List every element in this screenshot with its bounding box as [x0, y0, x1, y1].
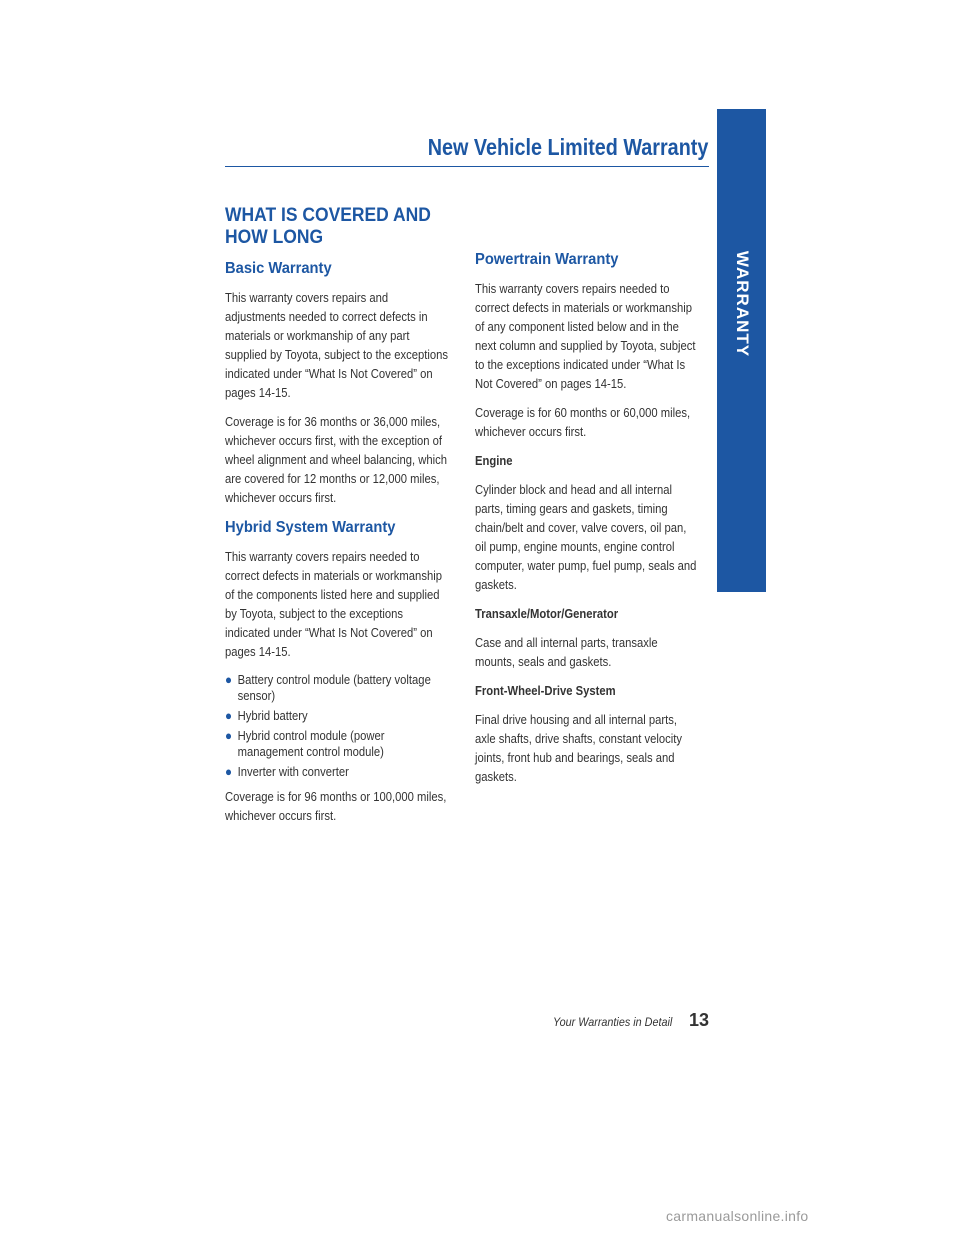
- front-wheel-drive-text: Final drive housing and all internal parts, axle shafts, drive shafts, constant velocity joints, front hub and bearings, seals and gaskets.: [475, 713, 682, 784]
- engine-label: Engine: [475, 454, 513, 468]
- transaxle-text: Case and all internal parts, transaxle mounts, seals and gaskets.: [475, 636, 658, 669]
- hybrid-warranty-heading: Hybrid System Warranty: [225, 519, 396, 536]
- powertrain-warranty-coverage: Coverage is for 60 months or 60,000 miles, whichever occurs first.: [475, 406, 691, 439]
- list-item: ● Hybrid battery: [225, 708, 308, 723]
- right-column: [475, 250, 707, 797]
- page-number: 13: [689, 1010, 710, 1030]
- section-heading: WHAT IS COVERED AND HOW LONG: [225, 205, 431, 248]
- powertrain-warranty-paragraph: This warranty covers repairs needed to correct defects in materials or workmanship of any component listed below and in the next column and supplied by Toyota, subject to the exceptions indicated under “What Is Not Covered” on pages 14-15.: [475, 282, 696, 391]
- hybrid-warranty-coverage: Coverage is for 96 months or 100,000 miles, whichever occurs first.: [225, 790, 447, 823]
- bullet-icon: ●: [225, 708, 233, 723]
- bullet-icon: ●: [225, 764, 233, 779]
- page-title: New Vehicle Limited Warranty: [427, 134, 708, 160]
- footer-label: Your Warranties in Detail: [553, 1015, 673, 1029]
- list-item: ● Hybrid control module (power management control module): [225, 728, 385, 759]
- left-column: [225, 205, 450, 836]
- list-item: ● Inverter with converter: [225, 764, 349, 779]
- bullet-icon: ●: [225, 728, 233, 743]
- engine-text: Cylinder block and head and all internal parts, timing gears and gaskets, timing chain/belt and cover, valve covers, oil pan, oil pump, engine mounts, engine control computer, water pump, fuel pump, seals and gaskets.: [475, 483, 697, 592]
- front-wheel-drive-label: Front-Wheel-Drive System: [475, 684, 616, 698]
- transaxle-label: Transaxle/Motor/Generator: [475, 607, 619, 621]
- basic-warranty-coverage: Coverage is for 36 months or 36,000 miles, whichever occurs first, with the exception of wheel alignment and wheel balancing, which are covered for 12 months or 12,000 miles, whichever occurs first.: [225, 415, 448, 505]
- basic-warranty-paragraph: This warranty covers repairs and adjustments needed to correct defects in materials or workmanship of any part supplied by Toyota, subject to the exceptions indicated under “What Is Not Covered” on pages 14-15.: [225, 291, 449, 400]
- hybrid-warranty-paragraph: This warranty covers repairs needed to correct defects in materials or workmanship of the components listed here and supplied by Toyota, subject to the exceptions indicated under “What Is Not Covered” on pages 14-15.: [225, 550, 442, 659]
- side-tab: [717, 109, 766, 592]
- powertrain-warranty-heading: Powertrain Warranty: [475, 251, 619, 268]
- list-item: ● Battery control module (battery voltage sensor): [225, 672, 431, 703]
- basic-warranty-heading: Basic Warranty: [225, 260, 332, 277]
- hybrid-components-list: [225, 672, 450, 780]
- side-tab-label: WARRANTY: [732, 250, 752, 358]
- watermark: carmanualsonline.info: [666, 1208, 809, 1224]
- bullet-icon: ●: [225, 672, 233, 687]
- title-divider: [225, 166, 709, 167]
